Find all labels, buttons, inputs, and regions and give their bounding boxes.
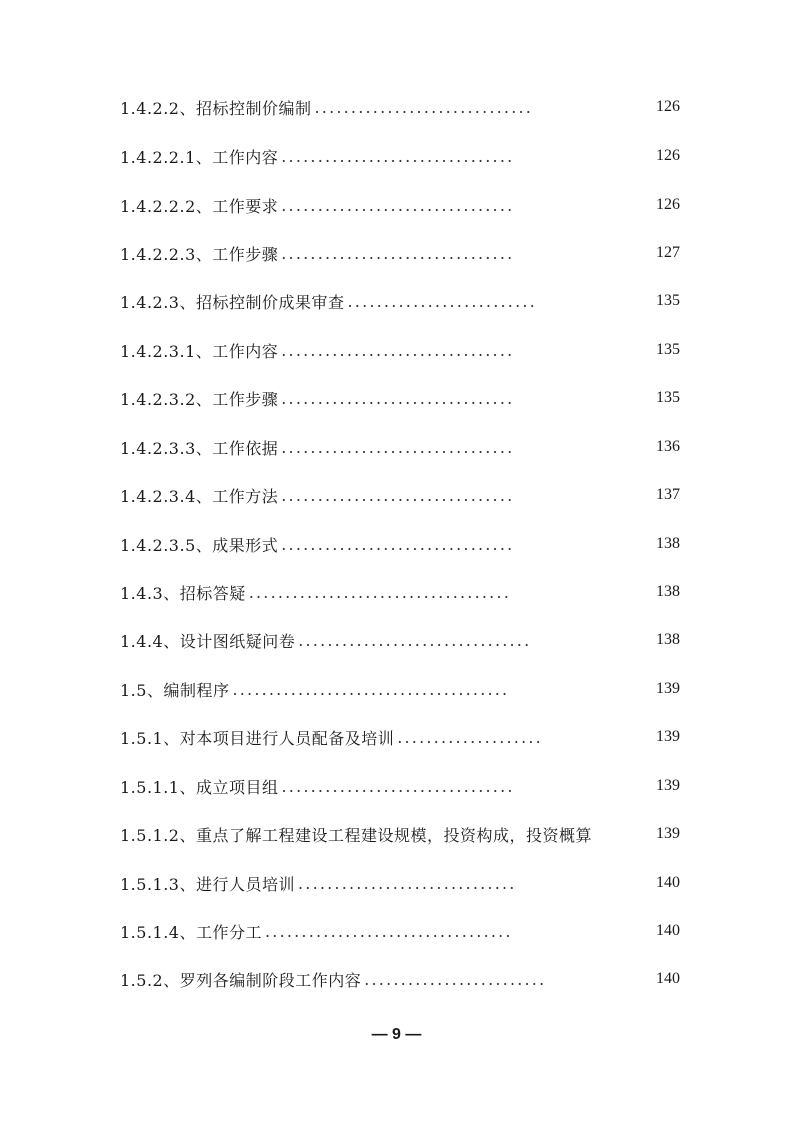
toc-entry-page: 138: [656, 535, 680, 552]
toc-dot-leader: ................................: [281, 388, 515, 408]
toc-entry-page: 135: [656, 389, 680, 406]
toc-entry[interactable]: [120, 822, 680, 846]
toc-entry-title: 工作步骤: [212, 244, 279, 264]
toc-dot-leader: ................................: [298, 630, 532, 650]
toc-entry-title: 工作要求: [212, 196, 279, 216]
toc-entry-page: 126: [656, 147, 680, 164]
toc-entry[interactable]: [120, 338, 680, 362]
toc-entry-title: 成立项目组: [195, 777, 279, 797]
toc-entry-title: 重点了解工程建设工程建设规模，投资构成，投资概算: [195, 825, 592, 845]
toc-entry-page: 139: [656, 680, 680, 697]
toc-dot-leader: ......................................: [232, 679, 510, 699]
toc-entry-page: 140: [656, 922, 680, 939]
toc-entry-number: 1.4.2.3.3、: [120, 438, 213, 458]
toc-entry-number: 1.4.4、: [120, 631, 180, 651]
toc-entry-title: 工作依据: [212, 438, 279, 458]
toc-entry-title: 对本项目进行人员配备及培训: [179, 728, 395, 748]
toc-entry-number: 1.4.2.3.2、: [120, 389, 213, 409]
toc-entry[interactable]: [120, 386, 680, 410]
toc-dot-leader: ................................: [281, 195, 515, 215]
toc-entry-number: 1.4.2.2.1、: [120, 147, 213, 167]
toc-dot-leader: ..................................: [265, 921, 513, 941]
toc-dot-leader: ....................: [397, 727, 543, 747]
toc-entry-number: 1.5、: [120, 680, 164, 700]
toc-entry-title: 工作方法: [212, 486, 279, 506]
toc-entry[interactable]: [120, 193, 680, 217]
toc-entry-title: 罗列各编制阶段工作内容: [179, 970, 362, 990]
toc-entry-number: 1.4.2.2.2、: [120, 196, 213, 216]
toc-entry-page: 140: [656, 874, 680, 891]
toc-entry-number: 1.4.2.2、: [120, 98, 196, 118]
toc-entry-title: 招标答疑: [179, 583, 246, 603]
toc-entry-page: 138: [656, 631, 680, 648]
toc-entry-number: 1.5.1、: [120, 728, 180, 748]
toc-dot-leader: ................................: [281, 146, 515, 166]
toc-entry-title: 设计图纸疑问卷: [179, 631, 296, 651]
toc-entry-title: 进行人员培训: [195, 874, 295, 894]
toc-entry-page: 138: [656, 583, 680, 600]
toc-entry-number: 1.4.2.3.4、: [120, 486, 213, 506]
toc-entry[interactable]: [120, 967, 680, 991]
toc-dot-leader: ..............................: [298, 873, 517, 893]
toc-dot-leader: ................................: [281, 243, 515, 263]
toc-entry[interactable]: [120, 95, 680, 119]
toc-entry[interactable]: [120, 435, 680, 459]
toc-entry-number: 1.4.3、: [120, 583, 180, 603]
toc-entry[interactable]: [120, 532, 680, 556]
toc-entry-title: 工作步骤: [212, 389, 279, 409]
toc-dot-leader: ..........................: [347, 291, 537, 311]
toc-entry-number: 1.4.2.3.1、: [120, 341, 213, 361]
toc-entry[interactable]: [120, 628, 680, 652]
toc-entry-number: 1.4.2.2.3、: [120, 244, 213, 264]
toc-dot-leader: ................................: [281, 534, 515, 554]
toc-entry[interactable]: [120, 677, 680, 701]
toc-dot-leader: ................................: [281, 485, 515, 505]
toc-entry[interactable]: [120, 241, 680, 265]
toc-dot-leader: ..............................: [314, 97, 534, 117]
toc-dot-leader: ................................: [281, 437, 515, 457]
toc-entry-page: 140: [656, 970, 680, 987]
toc-entry-page: 126: [656, 98, 680, 115]
toc-entry-number: 1.5.2、: [120, 970, 180, 990]
toc-entry[interactable]: [120, 725, 680, 749]
toc-entry-page: 139: [656, 728, 680, 745]
toc-entry[interactable]: [120, 483, 680, 507]
toc-entry-page: 126: [656, 196, 680, 213]
toc-entry-number: 1.5.1.4、: [120, 922, 196, 942]
toc-entry-title: 工作分工: [195, 922, 262, 942]
toc-entry-page: 136: [656, 438, 680, 455]
toc-entry-page: 135: [656, 292, 680, 309]
toc-entry[interactable]: [120, 289, 680, 313]
toc-entry[interactable]: [120, 774, 680, 798]
toc-entry[interactable]: [120, 871, 680, 895]
toc-entry-page: 127: [656, 244, 680, 261]
page-number: — 9 —: [371, 1026, 422, 1043]
toc-entry-page: 137: [656, 486, 680, 503]
toc-entry[interactable]: [120, 580, 680, 604]
toc-entry-title: 工作内容: [212, 147, 279, 167]
toc-dot-leader: ....................................: [248, 582, 512, 602]
toc-entry[interactable]: [120, 144, 680, 168]
toc-entry[interactable]: [120, 919, 680, 943]
toc-entry-number: 1.4.2.3.5、: [120, 535, 213, 555]
toc-entry-title: 成果形式: [212, 535, 279, 555]
toc-entry-title: 招标控制价编制: [195, 98, 312, 118]
toc-entry-title: 招标控制价成果审查: [195, 292, 345, 312]
toc-dot-leader: .........................: [364, 969, 547, 989]
toc-entry-title: 工作内容: [212, 341, 279, 361]
toc-entry-number: 1.5.1.1、: [120, 777, 196, 797]
toc-entry-number: 1.4.2.3、: [120, 292, 196, 312]
toc-entry-page: 135: [656, 341, 680, 358]
toc-entry-number: 1.5.1.3、: [120, 874, 196, 894]
toc-entry-title: 编制程序: [163, 680, 230, 700]
toc-entry-number: 1.5.1.2、: [120, 825, 196, 845]
toc-dot-leader: ................................: [281, 776, 515, 796]
toc-entry-page: 139: [656, 777, 680, 794]
toc-entry-page: 139: [656, 825, 680, 842]
toc-dot-leader: ................................: [281, 340, 515, 360]
